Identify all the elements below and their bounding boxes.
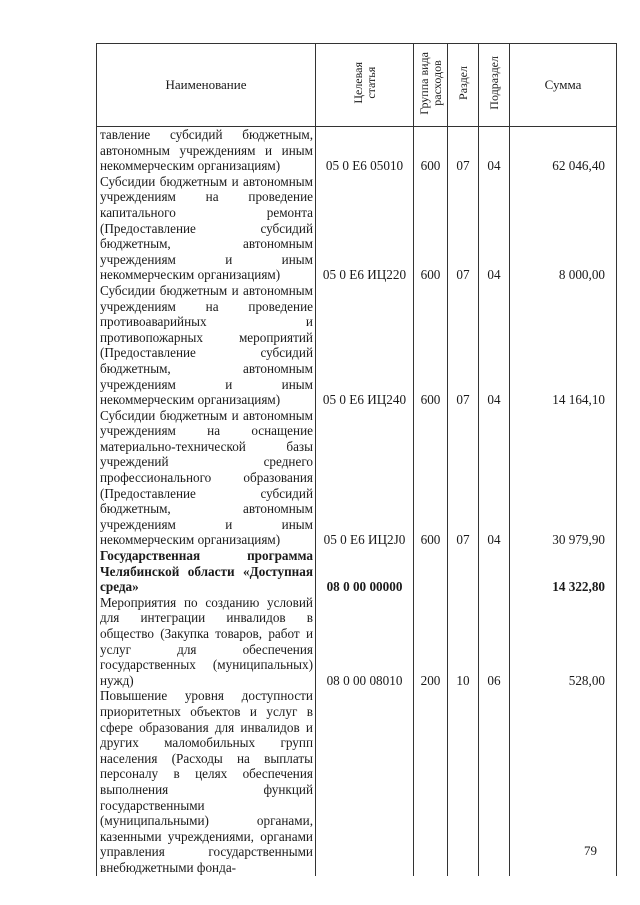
header-expense-group: Группа вида расходов — [414, 44, 448, 127]
row-sum: 30 979,90 — [510, 408, 617, 548]
row-target-article: 05 0 Е6 ИЦ240 — [316, 283, 414, 408]
row-name: Субсидии бюджетным и автономным учреждениям на проведение капитального ремонта (Предоставление субсидий бюджетным, автономным учреждениям и иным некоммерческим организациям) — [97, 174, 316, 283]
table-row — [97, 283, 617, 408]
row-target-article: 08 0 00 08010 — [316, 595, 414, 689]
row-name: Мероприятия по созданию условий для интеграции инвалидов в общество (Закупка товаров, работ и услуг для обеспечения государственных (муниципальных) нужд) — [97, 595, 316, 689]
row-name: Субсидии бюджетным и автономным учреждениям на проведение противоаварийных и противопожарных мероприятий (Предоставление субсидий бюджетным, автономным учреждениям и иным некоммерческим организациям) — [97, 283, 316, 408]
row-section — [448, 688, 479, 875]
row-section: 07 — [448, 174, 479, 283]
row-target-article: 08 0 00 00000 — [316, 548, 414, 595]
row-section: 10 — [448, 595, 479, 689]
row-expense-group: 600 — [414, 283, 448, 408]
row-target-article: 05 0 Е6 ИЦ220 — [316, 174, 414, 283]
row-expense-group: 600 — [414, 174, 448, 283]
row-subsection: 06 — [479, 595, 510, 689]
row-expense-group: 600 — [414, 127, 448, 174]
row-target-article: 05 0 Е6 05010 — [316, 127, 414, 174]
row-expense-group — [414, 688, 448, 875]
row-subsection: 04 — [479, 283, 510, 408]
header-section: Раздел — [448, 44, 479, 127]
row-section: 07 — [448, 283, 479, 408]
budget-table-sheet — [96, 43, 616, 875]
row-sum: 62 046,40 — [510, 127, 617, 174]
row-name: Субсидии бюджетным и автономным учреждениям на оснащение материально-технической базы учреждений среднего профессионального образования (Предоставление субсидий бюджетным, автономным учреждениям и иным некоммерческим организациям) — [97, 408, 316, 548]
row-target-article — [316, 688, 414, 875]
row-subsection: 04 — [479, 127, 510, 174]
header-target-article: Целевая статья — [316, 44, 414, 127]
page-number: 79 — [584, 843, 597, 858]
row-sum: 14 164,10 — [510, 283, 617, 408]
row-target-article: 05 0 Е6 ИЦ2J0 — [316, 408, 414, 548]
table-row — [97, 127, 617, 174]
row-section — [448, 548, 479, 595]
row-expense-group — [414, 548, 448, 595]
row-sum: 8 000,00 — [510, 174, 617, 283]
row-subsection — [479, 688, 510, 875]
row-name: тавление субсидий бюджетным, автономным учреждениям и иным некоммерческим организациям) — [97, 127, 316, 174]
table-row — [97, 688, 617, 875]
header-subsection: Подраздел — [479, 44, 510, 127]
table-row — [97, 548, 617, 595]
row-sum — [510, 688, 617, 875]
row-section: 07 — [448, 127, 479, 174]
table-row — [97, 174, 617, 283]
table-header-row — [97, 44, 617, 127]
row-subsection: 04 — [479, 174, 510, 283]
row-name: Повышение уровня доступности приоритетных объектов и услуг в сфере образования для инвалидов и других маломобильных групп населения (Расходы на выплаты персоналу в целях обеспечения выполнения функций государственными (муниципальными) органами, казенными учреждениями, органами управления государственными внебюджетными фонда- — [97, 688, 316, 875]
row-sum: 14 322,80 — [510, 548, 617, 595]
row-sum: 528,00 — [510, 595, 617, 689]
row-expense-group: 200 — [414, 595, 448, 689]
header-name: Наименование — [97, 44, 316, 127]
row-subsection: 04 — [479, 408, 510, 548]
row-section: 07 — [448, 408, 479, 548]
table-row — [97, 595, 617, 689]
row-name: Государственная программа Челябинской области «Доступная среда» — [97, 548, 316, 595]
budget-table — [96, 43, 617, 876]
row-subsection — [479, 548, 510, 595]
row-expense-group: 600 — [414, 408, 448, 548]
header-sum: Сумма — [510, 44, 617, 127]
table-row — [97, 408, 617, 548]
